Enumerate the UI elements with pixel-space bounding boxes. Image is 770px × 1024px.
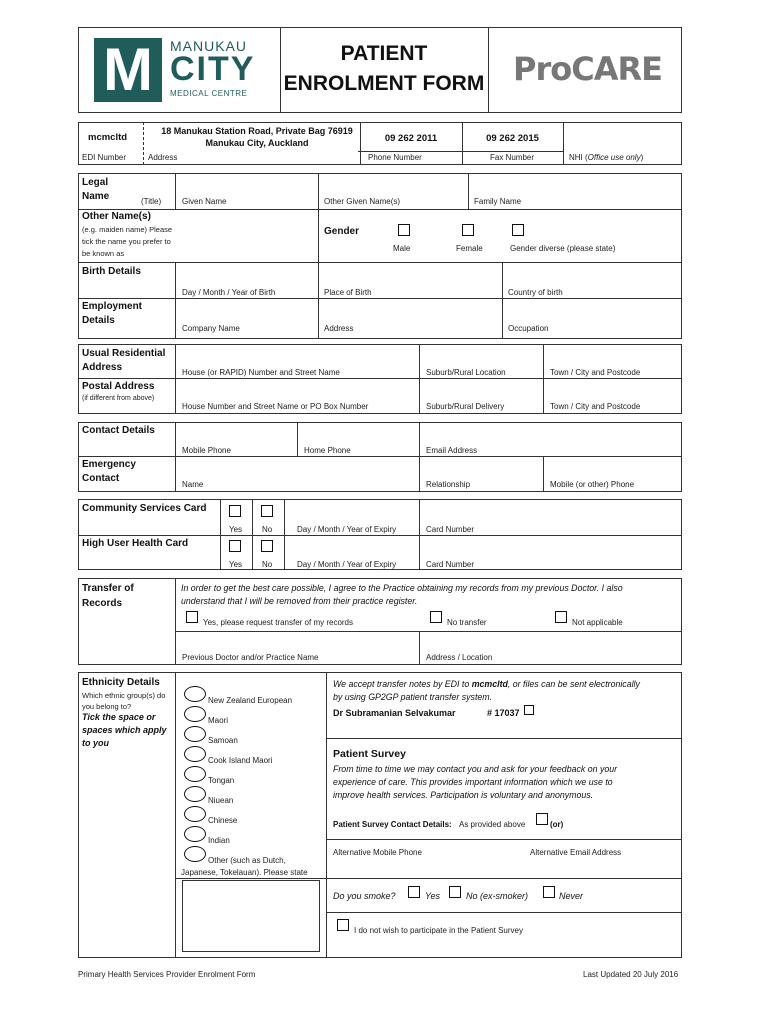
- emergency-name-label: Name: [182, 480, 204, 489]
- residential-suburb-label: Suburb/Rural Location: [426, 368, 506, 377]
- other-ethnicity-input[interactable]: [182, 880, 320, 952]
- other-given-label: Other Given Name(s): [324, 197, 401, 206]
- ethnicity-option-circle[interactable]: [184, 826, 206, 842]
- family-name-label: Family Name: [474, 197, 522, 206]
- survey-text-3: improve health services. Participation is voluntary and anonymous.: [333, 790, 594, 800]
- alt-mobile-label: Alternative Mobile Phone: [333, 848, 422, 857]
- postal-suburb-label: Suburb/Rural Delivery: [426, 402, 505, 411]
- company-name-label: Company Name: [182, 324, 240, 333]
- ethnicity-other-circle[interactable]: [184, 846, 206, 862]
- huhc-expiry-label: Day / Month / Year of Expiry: [297, 560, 397, 569]
- csc-heading: Community Services Card: [82, 503, 207, 514]
- emergency-relationship-label: Relationship: [426, 480, 471, 489]
- survey-opt-out-checkbox[interactable]: [337, 919, 349, 931]
- legal-name-heading-2: Name: [82, 191, 110, 202]
- transfer-no-checkbox[interactable]: [430, 611, 442, 623]
- place-of-birth-label: Place of Birth: [324, 288, 372, 297]
- csc-card-number-label: Card Number: [426, 525, 475, 534]
- transfer-consent-line2: understand that I will be removed from their practice register.: [181, 596, 418, 606]
- smoke-question: Do you smoke?: [333, 891, 396, 901]
- emergency-heading-2: Contact: [82, 473, 120, 484]
- logo-city: CITY: [170, 50, 256, 88]
- ethnicity-option-label: Indian: [208, 836, 230, 845]
- postal-note: (if different from above): [82, 395, 155, 402]
- residential-street-label: House (or RAPID) Number and Street Name: [182, 368, 340, 377]
- survey-text-1: From time to time we may contact you and ask for your feedback on your: [333, 764, 618, 774]
- transfer-na-label: Not applicable: [572, 618, 623, 627]
- smoke-ex-checkbox[interactable]: [449, 886, 461, 898]
- ethnicity-instruction-1: Tick the space or: [82, 712, 156, 722]
- residential-heading-2: Address: [82, 362, 123, 373]
- gender-female-label: Female: [456, 244, 483, 253]
- smoke-never-label: Never: [559, 891, 584, 901]
- footer-last-updated: Last Updated 20 July 2016: [583, 970, 679, 979]
- gender-diverse-label: Gender diverse (please state): [510, 244, 616, 253]
- practice-address-line2: Manukau City, Auckland: [205, 138, 309, 148]
- previous-doctor-address-label: Address / Location: [426, 653, 493, 662]
- gender-male-checkbox[interactable]: [398, 224, 410, 236]
- emergency-mobile-label: Mobile (or other) Phone: [550, 480, 635, 489]
- doctor-checkbox[interactable]: [524, 705, 534, 715]
- csc-expiry-label: Day / Month / Year of Expiry: [297, 525, 397, 534]
- edi-number-label: EDI Number: [82, 153, 127, 162]
- country-of-birth-label: Country of birth: [508, 288, 563, 297]
- practice-fax-value: 09 262 2015: [486, 133, 539, 144]
- employment-heading-2: Details: [82, 315, 115, 326]
- other-names-note-1: (e.g. maiden name) Please: [82, 225, 173, 234]
- transfer-no-label: No transfer: [447, 618, 487, 627]
- transfer-heading-1: Transfer of: [82, 583, 134, 594]
- huhc-no-checkbox[interactable]: [261, 540, 273, 552]
- ethnicity-option-label: Chinese: [208, 816, 238, 825]
- gender-female-checkbox[interactable]: [462, 224, 474, 236]
- ethnicity-option-circle[interactable]: [184, 786, 206, 802]
- title-label: (Title): [141, 197, 162, 206]
- ethnicity-other-label-2: Japanese, Tokelauan). Please state: [181, 868, 308, 877]
- home-phone-label: Home Phone: [304, 446, 351, 455]
- given-name-label: Given Name: [182, 197, 227, 206]
- logo-m-block: M: [94, 38, 162, 102]
- doctor-name: Dr Subramanian Selvakumar: [333, 708, 456, 718]
- postal-street-label: House Number and Street Name or PO Box Number: [182, 402, 369, 411]
- ethnicity-option-label: Samoan: [208, 736, 238, 745]
- other-names-heading: Other Name(s): [82, 211, 151, 222]
- residential-town-label: Town / City and Postcode: [550, 368, 641, 377]
- form-title-line2: ENROLMENT FORM: [283, 72, 485, 95]
- ethnicity-question-1: Which ethnic group(s) do: [82, 691, 166, 700]
- alt-email-label: Alternative Email Address: [530, 848, 622, 857]
- practice-phone-label: Phone Number: [368, 153, 422, 162]
- footer-form-name: Primary Health Services Provider Enrolment Form: [78, 970, 256, 979]
- transfer-yes-checkbox[interactable]: [186, 611, 198, 623]
- other-names-note-3: be known as: [82, 249, 125, 258]
- form-title-line1: PATIENT: [340, 42, 428, 65]
- survey-contact-label: Patient Survey Contact Details:: [333, 820, 452, 829]
- survey-text-2: experience of care. This provides important information which we use to: [333, 777, 613, 787]
- ethnicity-option-label: Tongan: [208, 776, 235, 785]
- edi-note-line1: We accept transfer notes by EDI to mcmcltd, or files can be sent electronically: [333, 679, 640, 689]
- ethnicity-heading: Ethnicity Details: [82, 677, 160, 688]
- ethnicity-option-label: Cook Island Maori: [208, 756, 273, 765]
- transfer-yes-label: Yes, please request transfer of my records: [203, 618, 353, 627]
- gender-male-label: Male: [393, 244, 411, 253]
- csc-yes-checkbox[interactable]: [229, 505, 241, 517]
- residential-heading-1: Usual Residential: [82, 348, 166, 359]
- practice-phone-value: 09 262 2011: [384, 133, 438, 144]
- patient-survey-heading: Patient Survey: [333, 748, 406, 760]
- postal-heading: Postal Address: [82, 381, 155, 392]
- legal-name-heading-1: Legal: [82, 177, 109, 188]
- gender-diverse-checkbox[interactable]: [512, 224, 524, 236]
- smoke-yes-checkbox[interactable]: [408, 886, 420, 898]
- birth-details-heading: Birth Details: [82, 266, 141, 277]
- employment-address-label: Address: [324, 324, 354, 333]
- smoke-yes-label: Yes: [425, 891, 441, 901]
- transfer-consent-line1: In order to get the best care possible, I agree to the Practice obtaining my records from my previous Doctor. I also: [181, 583, 623, 593]
- gender-heading: Gender: [324, 226, 360, 237]
- huhc-card-number-label: Card Number: [426, 560, 475, 569]
- huhc-no-label: No: [262, 560, 273, 569]
- edi-number-value: mcmcltd: [88, 132, 128, 143]
- csc-no-label: No: [262, 525, 273, 534]
- ethnicity-option-circle[interactable]: [184, 806, 206, 822]
- ethnicity-option-circle[interactable]: [184, 686, 206, 702]
- emergency-heading-1: Emergency: [82, 459, 136, 470]
- ethnicity-option-circle[interactable]: [184, 726, 206, 742]
- previous-doctor-label: Previous Doctor and/or Practice Name: [182, 653, 319, 662]
- logo: [94, 38, 254, 102]
- huhc-yes-label: Yes: [229, 560, 243, 569]
- practice-address-label: Address: [148, 153, 178, 162]
- transfer-na-checkbox[interactable]: [555, 611, 567, 623]
- survey-opt-out-label: I do not wish to participate in the Patient Survey: [354, 926, 523, 935]
- ethnicity-option-label: Maori: [208, 716, 229, 725]
- email-address-label: Email Address: [426, 446, 478, 455]
- ethnicity-instruction-2: spaces which apply: [82, 725, 167, 735]
- contact-details-heading: Contact Details: [82, 425, 155, 436]
- smoke-never-checkbox[interactable]: [543, 886, 555, 898]
- nhi-label: NHI (Office use only): [569, 153, 644, 162]
- ethnicity-option-circle[interactable]: [184, 746, 206, 762]
- ethnicity-instruction-3: to you: [82, 738, 109, 748]
- doctor-registration: # 17037: [487, 708, 520, 718]
- edi-note-line2: by using GP2GP patient transfer system.: [333, 692, 493, 702]
- survey-provided-label: As provided above: [459, 820, 526, 829]
- occupation-label: Occupation: [508, 324, 549, 333]
- postal-town-label: Town / City and Postcode: [550, 402, 641, 411]
- csc-yes-label: Yes: [229, 525, 243, 534]
- other-names-note-2: tick the name you prefer to: [82, 237, 171, 246]
- survey-provided-checkbox[interactable]: [536, 813, 548, 825]
- survey-or-label: (or): [550, 820, 564, 829]
- smoke-ex-label: No (ex-smoker): [466, 891, 529, 901]
- employment-heading-1: Employment: [82, 301, 143, 312]
- ethnicity-question-2: you belong to?: [82, 702, 132, 711]
- logo-medical-centre: MEDICAL CENTRE: [170, 89, 248, 98]
- huhc-heading: High User Health Card: [82, 538, 189, 549]
- ethnicity-option-circle[interactable]: [184, 706, 206, 722]
- ethnicity-option-label: New Zealand European: [208, 696, 293, 705]
- dob-label: Day / Month / Year of Birth: [182, 288, 276, 297]
- huhc-yes-checkbox[interactable]: [229, 540, 241, 552]
- procare-logo: ProCARE: [513, 50, 662, 88]
- ethnicity-option-label: Niuean: [208, 796, 234, 805]
- ethnicity-option-circle[interactable]: [184, 766, 206, 782]
- practice-address-line1: 18 Manukau Station Road, Private Bag 76919: [161, 126, 353, 136]
- transfer-heading-2: Records: [82, 598, 123, 609]
- practice-fax-label: Fax Number: [490, 153, 535, 162]
- logo-manukau: MANUKAU: [170, 38, 248, 54]
- mobile-phone-label: Mobile Phone: [182, 446, 231, 455]
- csc-no-checkbox[interactable]: [261, 505, 273, 517]
- ethnicity-other-label-1: Other (such as Dutch,: [208, 856, 286, 865]
